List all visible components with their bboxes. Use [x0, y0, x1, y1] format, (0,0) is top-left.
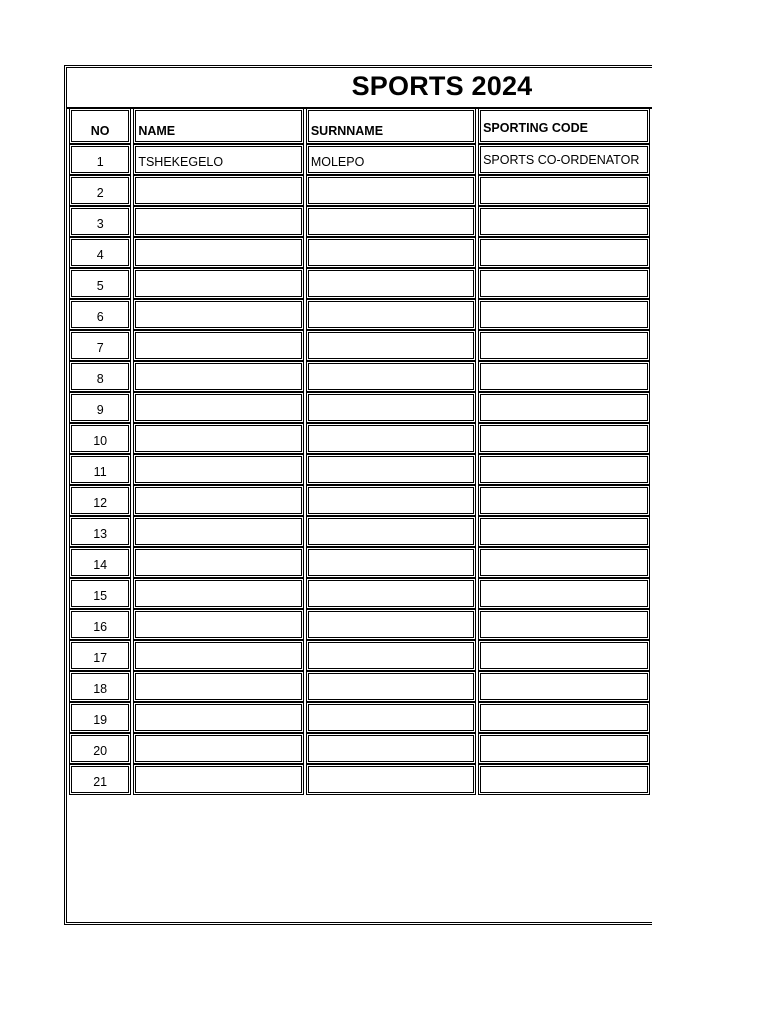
row-number-cell	[69, 268, 131, 299]
table-row	[69, 702, 650, 733]
name-cell-text	[136, 696, 301, 699]
sporting-code-cell	[478, 237, 650, 268]
surname-cell-text	[309, 479, 473, 482]
table-row	[69, 144, 650, 175]
name-cell-text	[136, 262, 301, 265]
name-cell	[133, 237, 304, 268]
surname-cell-text	[309, 665, 473, 668]
name-cell	[133, 485, 304, 516]
sporting-code-cell-text	[481, 324, 647, 327]
surname-cell	[306, 454, 476, 485]
name-cell-text	[136, 200, 301, 203]
surname-cell	[306, 702, 476, 733]
header-surname	[306, 108, 476, 144]
surname-cell	[306, 423, 476, 454]
name-cell-text	[136, 789, 301, 792]
name-cell	[133, 268, 304, 299]
table-row	[69, 764, 650, 795]
row-number-cell-text: 20	[93, 744, 108, 758]
sporting-code-cell	[478, 609, 650, 640]
header-name	[133, 108, 304, 144]
surname-cell-text	[309, 355, 473, 358]
row-number-cell	[69, 206, 131, 237]
table-row	[69, 392, 650, 423]
name-cell	[133, 206, 304, 237]
surname-cell	[306, 733, 476, 764]
row-number-cell	[69, 640, 131, 671]
table-row	[69, 516, 650, 547]
surname-cell	[306, 361, 476, 392]
sporting-code-cell-text	[481, 262, 647, 265]
row-number-cell-text: 4	[96, 248, 104, 262]
row-number-cell-text: 14	[93, 558, 108, 572]
surname-cell-text	[309, 200, 473, 203]
sporting-code-cell-text	[481, 200, 647, 203]
row-number-cell	[69, 671, 131, 702]
row-number-cell	[69, 361, 131, 392]
row-number-cell	[69, 764, 131, 795]
surname-cell-text	[309, 789, 473, 792]
table-row	[69, 454, 650, 485]
sporting-code-cell-text	[481, 510, 647, 513]
name-cell-text	[136, 293, 301, 296]
name-cell	[133, 764, 304, 795]
table-row	[69, 609, 650, 640]
surname-cell	[306, 144, 476, 175]
surname-cell-text	[309, 696, 473, 699]
surname-cell	[306, 175, 476, 206]
sporting-code-cell-text	[481, 789, 647, 792]
sporting-code-cell	[478, 423, 650, 454]
row-number-cell-text: 11	[93, 465, 107, 479]
row-number-cell	[69, 578, 131, 609]
surname-cell-text	[309, 417, 473, 420]
surname-cell-text	[309, 386, 473, 389]
table-row	[69, 330, 650, 361]
surname-cell-text	[309, 603, 473, 606]
sporting-code-cell-text	[481, 603, 647, 606]
sporting-code-cell	[478, 144, 650, 175]
row-number-cell	[69, 609, 131, 640]
name-cell	[133, 423, 304, 454]
sporting-code-cell-text	[481, 417, 647, 420]
surname-cell	[306, 268, 476, 299]
table-row	[69, 206, 650, 237]
name-cell	[133, 547, 304, 578]
table-header-row	[69, 108, 650, 144]
row-number-cell-text: 15	[93, 589, 108, 603]
row-number-cell	[69, 516, 131, 547]
row-number-cell	[69, 392, 131, 423]
surname-cell	[306, 237, 476, 268]
name-cell	[133, 671, 304, 702]
sporting-code-cell-text	[481, 293, 647, 296]
row-number-cell-text: 8	[96, 372, 104, 386]
table-row	[69, 268, 650, 299]
surname-cell	[306, 609, 476, 640]
table-row	[69, 175, 650, 206]
row-number-cell-text: 5	[96, 279, 104, 293]
surname-cell	[306, 206, 476, 237]
name-cell	[133, 640, 304, 671]
table-row	[69, 237, 650, 268]
header-sporting-code	[478, 108, 650, 144]
surname-cell-text	[309, 293, 473, 296]
table-row	[69, 547, 650, 578]
surname-cell-text	[309, 758, 473, 761]
sporting-code-cell	[478, 454, 650, 485]
name-cell-text: TSHEKEGELO	[138, 155, 224, 169]
surname-cell	[306, 671, 476, 702]
surname-cell-text	[309, 541, 473, 544]
row-number-cell	[69, 299, 131, 330]
name-cell-text	[136, 479, 301, 482]
table-row	[69, 578, 650, 609]
table-row	[69, 361, 650, 392]
surname-cell	[306, 547, 476, 578]
name-cell	[133, 330, 304, 361]
sporting-code-cell	[478, 640, 650, 671]
table-row	[69, 299, 650, 330]
row-number-cell-text: 9	[96, 403, 104, 417]
table-row	[69, 733, 650, 764]
name-cell-text	[136, 417, 301, 420]
sporting-code-cell-text	[481, 479, 647, 482]
sporting-code-cell	[478, 268, 650, 299]
name-cell-text	[136, 541, 301, 544]
page-title: SPORTS 2024	[351, 71, 533, 101]
row-number-cell	[69, 702, 131, 733]
header-surname-label: SURNNAME	[310, 124, 384, 138]
sporting-code-cell	[478, 764, 650, 795]
row-number-cell-text: 7	[96, 341, 104, 355]
name-cell-text	[136, 634, 301, 637]
surname-cell-text: MOLEPO	[310, 155, 365, 169]
row-number-cell-text: 17	[93, 651, 108, 665]
surname-cell	[306, 578, 476, 609]
sporting-code-cell	[478, 578, 650, 609]
surname-cell-text	[309, 634, 473, 637]
row-number-cell	[69, 454, 131, 485]
surname-cell	[306, 764, 476, 795]
sporting-code-cell	[478, 206, 650, 237]
name-cell	[133, 578, 304, 609]
name-cell	[133, 299, 304, 330]
name-cell-text	[136, 355, 301, 358]
name-cell	[133, 144, 304, 175]
table-row	[69, 485, 650, 516]
sporting-code-cell-text	[481, 231, 647, 234]
sporting-code-cell	[478, 392, 650, 423]
name-cell-text	[136, 324, 301, 327]
sporting-code-cell-text	[481, 448, 647, 451]
header-sporting-code-label: SPORTING CODE	[483, 121, 588, 135]
surname-cell	[306, 330, 476, 361]
name-cell	[133, 609, 304, 640]
sporting-code-cell	[478, 330, 650, 361]
name-cell-text	[136, 758, 301, 761]
sporting-code-cell-text	[481, 541, 647, 544]
row-number-cell	[69, 423, 131, 454]
name-cell-text	[136, 448, 301, 451]
name-cell-text	[136, 727, 301, 730]
surname-cell-text	[309, 727, 473, 730]
sporting-code-cell	[478, 516, 650, 547]
name-cell-text	[136, 603, 301, 606]
surname-cell-text	[309, 324, 473, 327]
surname-cell	[306, 485, 476, 516]
sporting-code-cell-text	[481, 665, 647, 668]
name-cell-text	[136, 572, 301, 575]
header-no	[69, 108, 131, 144]
sporting-code-cell	[478, 485, 650, 516]
row-number-cell-text: 6	[96, 310, 104, 324]
header-name-label: NAME	[138, 124, 176, 138]
name-cell	[133, 392, 304, 423]
header-no-label: NO	[90, 124, 110, 138]
row-number-cell	[69, 547, 131, 578]
sporting-code-cell-text	[481, 727, 647, 730]
register-table	[67, 108, 652, 795]
sporting-code-cell	[478, 175, 650, 206]
surname-cell-text	[309, 572, 473, 575]
table-row	[69, 640, 650, 671]
name-cell	[133, 733, 304, 764]
surname-cell	[306, 299, 476, 330]
row-number-cell-text: 19	[93, 713, 108, 727]
row-number-cell-text: 2	[96, 186, 104, 200]
row-number-cell-text: 18	[93, 682, 108, 696]
sporting-code-cell	[478, 299, 650, 330]
sporting-code-cell	[478, 361, 650, 392]
sporting-code-cell-text	[481, 386, 647, 389]
row-number-cell-text: 10	[93, 434, 108, 448]
row-number-cell-text: 16	[93, 620, 108, 634]
name-cell-text	[136, 231, 301, 234]
row-number-cell-text: 12	[93, 496, 108, 510]
surname-cell	[306, 392, 476, 423]
name-cell	[133, 175, 304, 206]
row-number-cell	[69, 237, 131, 268]
sporting-code-cell	[478, 671, 650, 702]
name-cell-text	[136, 386, 301, 389]
name-cell	[133, 454, 304, 485]
row-number-cell	[69, 330, 131, 361]
row-number-cell	[69, 144, 131, 175]
row-number-cell	[69, 733, 131, 764]
table-row	[69, 671, 650, 702]
row-number-cell-text: 13	[93, 527, 108, 541]
surname-cell-text	[309, 262, 473, 265]
sporting-code-cell-text	[481, 355, 647, 358]
title-bar	[67, 68, 652, 109]
name-cell	[133, 516, 304, 547]
sporting-code-cell	[478, 733, 650, 764]
sporting-code-cell	[478, 547, 650, 578]
name-cell-text	[136, 665, 301, 668]
row-number-cell-text: 3	[96, 217, 104, 231]
sporting-code-cell-text	[481, 758, 647, 761]
name-cell	[133, 361, 304, 392]
surname-cell-text	[309, 510, 473, 513]
sporting-code-cell-text	[481, 696, 647, 699]
row-number-cell	[69, 485, 131, 516]
table-row	[69, 423, 650, 454]
sports-register-sheet	[64, 65, 652, 925]
surname-cell-text	[309, 231, 473, 234]
sporting-code-cell-text: SPORTS CO-ORDENATOR	[483, 153, 640, 167]
name-cell-text	[136, 510, 301, 513]
surname-cell-text	[309, 448, 473, 451]
row-number-cell-text: 1	[96, 155, 104, 169]
sporting-code-cell	[478, 702, 650, 733]
sporting-code-cell-text	[481, 634, 647, 637]
row-number-cell	[69, 175, 131, 206]
name-cell	[133, 702, 304, 733]
surname-cell	[306, 640, 476, 671]
surname-cell	[306, 516, 476, 547]
row-number-cell-text: 21	[93, 775, 108, 789]
sporting-code-cell-text	[481, 572, 647, 575]
